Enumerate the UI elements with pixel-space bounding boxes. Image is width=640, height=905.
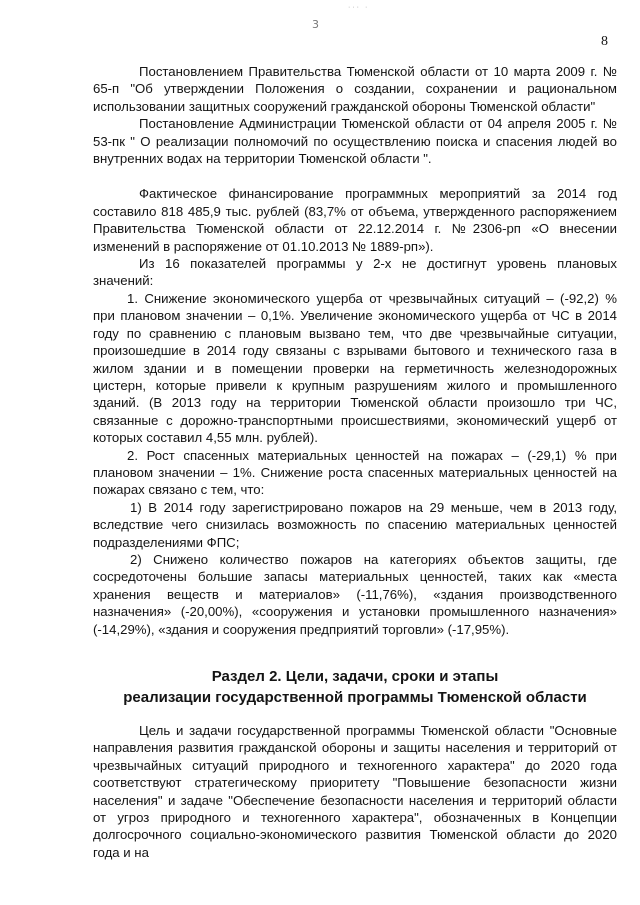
paragraph-financing: Фактическое финансирование программных мероприятий за 2014 год составило 818 485,9 тыс. рублей (83,7% от объема, утвержденного распоряжением Правительства Тюменской области от 22.12.2014 г. №2306-рп «О внесении изменений в распоряжение от 01.10.2013 № 1889-рп»). — [93, 186, 617, 254]
scan-specks: ··· · — [348, 4, 370, 11]
paragraph-indicator-1: 1. Снижение экономического ущерба от чрезвычайных ситуаций – (-92,2) % при плановом значении – 0,1%. Увеличение экономического ущерба от ЧС в 2014 году по сравнению с плановым вызвано тем, что две чрезвычайные ситуации, произошедшие в 2014 году связаны с взрывами бытового и технического газа в жилом здании и в помещении проверки на герметичность железнодорожных цистерн, которые привели к крупным разрушениям жилого и промышленного зданий. (В 2013 году на территории Тюменской области произошло три ЧС, связанные с дорожно-транспортными происшествиями, экономический ущерб от которых составил 4,55 млн. рублей). — [93, 290, 617, 446]
section-heading-line-2: реализации государственной программы Тюменской области — [123, 689, 587, 706]
paragraph-reason-2: 2) Снижено количество пожаров на категориях объектов защиты, где сосредоточены большие запасы материальных ценностей, таких как «места хранения веществ и материалов» (-11,76%), «здания производственного назначения» (-20,00%), «сооружения и установки промышленного назначения» (-14,29%), «здания и сооружения предприятий торговли» (-17,95%). — [93, 551, 617, 637]
paragraph-goals: Цель и задачи государственной программы Тюменской области "Основные направления развития гражданской обороны и защиты населения и территорий от чрезвычайных ситуаций природного и техногенного характера" до 2020 года соответствуют стратегическому приоритету "Повышение безопасности жизни населения" и задаче "Обеспечение безопасности населения и территорий области от угроз природного и техногенного характера", обозначенных в Концепции долгосрочного социально-экономического развития Тюменской области до 2020 года и на — [93, 723, 617, 860]
paragraph-spacer — [93, 167, 617, 185]
document-body — [93, 63, 617, 638]
section-body — [93, 722, 617, 861]
paragraph-decree-2005: Постановление Администрации Тюменской области от 04 апреля 2005 г. № 53-пк " О реализации полномочий по осуществлению поиска и спасения людей во внутренних водах на территории Тюменской области ". — [93, 116, 617, 167]
handwritten-mark: 3 — [312, 18, 319, 31]
paragraph-indicators: Из 16 показателей программы у 2-х не достигнут уровень плановых значений: — [93, 256, 617, 289]
paragraph-decree-2009: Постановлением Правительства Тюменской области от 10 марта 2009 г. № 65-п "Об утверждении Положения о создании, сохранении и рациональном использовании защитных сооружений гражданской обороны Тюменской области" — [93, 64, 617, 114]
page-number: 8 — [601, 34, 608, 49]
paragraph-reason-1: 1) В 2014 году зарегистрировано пожаров на 29 меньше, чем в 2013 году, вследствие чего снизилась возможность по спасению материальных ценностей подразделениями ФПС; — [93, 499, 617, 550]
paragraph-indicator-2: 2. Рост спасенных материальных ценностей на пожарах – (-29,1) % при плановом значении – 1%. Снижение роста спасенных материальных ценностей на пожарах связано с тем, что: — [93, 447, 617, 498]
section-heading-line-1: Раздел 2. Цели, задачи, сроки и этапы — [211, 668, 499, 685]
